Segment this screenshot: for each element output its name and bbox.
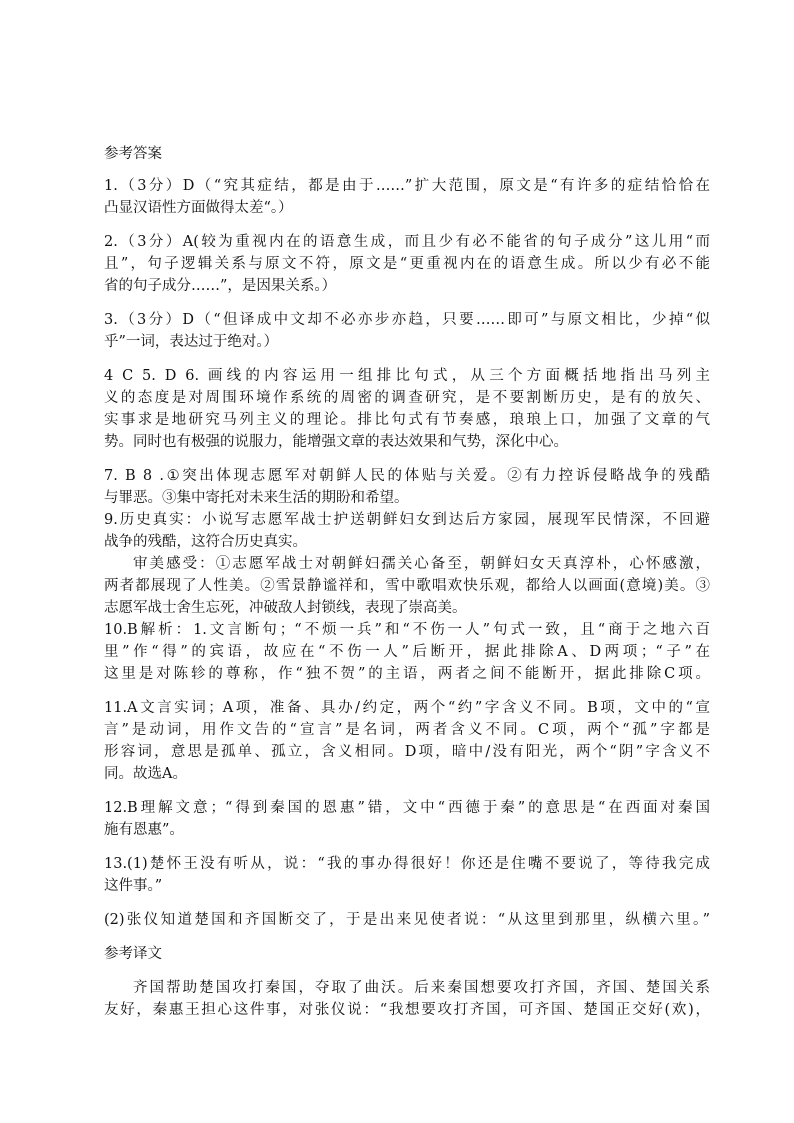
text-line: 形容词，意思是孤单、孤立，含义相同。D项，暗中/没有阳光，两个“阴”字含义不 — [104, 744, 710, 760]
text-line: 里”作“得”的宾语，故应在“不伤一人”后断开，据此排除A、D两项；“子”在 — [104, 644, 710, 660]
text-line: 这里是对陈轸的尊称，作“独不贺”的主语，两者之间不能断开，据此排除C项。 — [104, 666, 710, 682]
text-line: 凸显汉语性方面做得太差“。） — [104, 200, 293, 216]
text-line: 11.A文言实词；A项，准备、具办/约定，两个“约”字含义不同。B项，文中的“宣 — [104, 700, 710, 716]
text-line: 与罪恶。③集中寄托对未来生活的期盼和希望。 — [104, 490, 409, 506]
text-line: 12.B理解文意；“得到秦国的恩惠”错，文中“西德于秦”的意思是“在西面对秦国 — [104, 800, 710, 816]
text-line: 志愿军战士舍生忘死，冲破敌人封锁线，表现了崇高美。 — [104, 600, 467, 616]
text-line: 势。同时也有极强的说服力，能增强文章的表达效果和气势，深化中心。 — [104, 434, 568, 450]
answer-heading: 参考答案 — [104, 146, 162, 162]
translation-heading: 参考译文 — [104, 946, 162, 962]
text-line: 7. B 8 .①突出体现志愿军对朝鲜人民的体贴与关爱。②有力控诉侵略战争的残酷 — [104, 468, 710, 484]
text-line: (2)张仪知道楚国和齐国断交了，于是出来见使者说：“从这里到那里，纵横六里。” — [104, 912, 710, 928]
text-line: 4 C 5. D 6. 画线的内容运用一组排比句式，从三个方面概括地指出马列主 — [104, 368, 710, 384]
text-line: 且”，句子逻辑关系与原文不符，原文是“更重视内在的语意生成。所以少有必不能 — [104, 256, 710, 272]
text-line: 9.历史真实：小说写志愿军战士护送朝鲜妇女到达后方家园，展现军民情深，不回避 — [104, 512, 710, 528]
text-line: 战争的残酷，这符合历史真实。 — [104, 534, 307, 550]
text-line: 同。故选A。 — [104, 766, 187, 782]
text-line: 义的态度是对周围环境作系统的周密的调查研究，是不要割断历史，是有的放矢、 — [104, 390, 710, 406]
text-line-indented: 审美感受：①志愿军战士对朝鲜妇孺关心备至，朝鲜妇女天真淳朴，心怀感激， — [133, 556, 710, 572]
text-line: 2.（3分）A(较为重视内在的语意生成，而且少有必不能省的句子成分”这儿用“而 — [104, 234, 710, 250]
text-line: 10.B解析：1.文言断句；“不烦一兵”和“不伤一人”句式一致，且“商于之地六百 — [104, 622, 710, 638]
text-line-indented: 齐国帮助楚国攻打秦国，夺取了曲沃。后来秦国想要攻打齐国，齐国、楚国关系 — [133, 980, 710, 996]
text-line: 言”是动词，用作文告的“宣言”是名词，两者含义不同。C项，两个“孤”字都是 — [104, 722, 710, 738]
text-line: 1.（3分）D（“究其症结，都是由于……”扩大范围，原文是“有许多的症结恰恰在 — [104, 178, 710, 194]
text-line: 13.(1)楚怀王没有听从，说：“我的事办得很好！你还是住嘴不要说了，等待我完成 — [104, 856, 710, 872]
text-line: 两者都展现了人性美。②雪景静谧祥和，雪中歌唱欢快乐观，都给人以画面(意境)美。③ — [104, 578, 710, 594]
text-line: 3.（3分）D（“但译成中文却不必亦步亦趋，只要……即可”与原文相比，少掉“似 — [104, 312, 710, 328]
text-line: 这件事。” — [104, 878, 163, 894]
text-line: 施有恩惠”。 — [104, 822, 184, 838]
text-line: 实事求是地研究马列主义的理论。排比句式有节奏感，琅琅上口，加强了文章的气 — [104, 412, 710, 428]
text-line: 乎”一词，表达过于绝对。） — [104, 334, 279, 350]
text-line: 友好，秦惠王担心这件事，对张仪说：“我想要攻打齐国，可齐国、楚国正交好(欢)， — [104, 1002, 710, 1018]
text-line: 省的句子成分……”，是因果关系。） — [104, 278, 337, 294]
